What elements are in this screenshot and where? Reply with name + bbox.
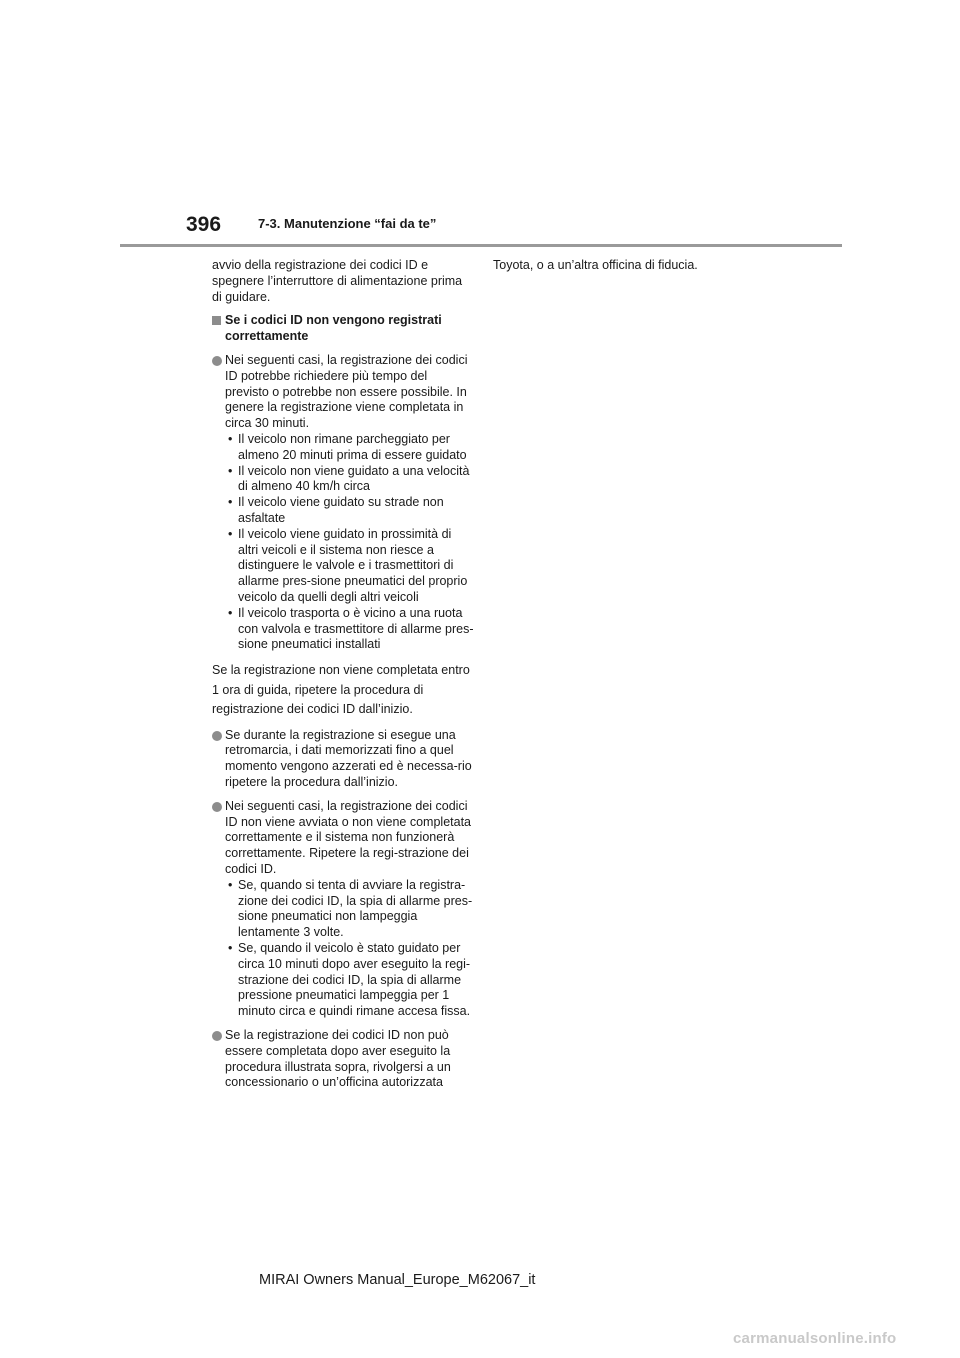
list-item-text: Se durante la registrazione si esegue una retromarcia, i dati memorizzati fino a quel momento vengono azzerati ed è necessa-rio ripetere la procedura dall’inizio. [225, 727, 472, 790]
dot-bullet-icon: • [228, 526, 233, 541]
watermark: carmanualsonline.info [733, 1330, 897, 1347]
sub-bullet [225, 878, 474, 941]
list-item-text: Nei seguenti casi, la registrazione dei codici ID non viene avviata o non viene completata correttamente e il sistema non funzionerà correttamente. Ripetere la regi-strazione dei codici ID. [225, 798, 471, 876]
list-item-2 [212, 728, 474, 791]
list-item-4 [212, 1028, 474, 1091]
page-number: 396 [186, 213, 222, 236]
list-item-3 [212, 799, 474, 1020]
sub-bullet-text: Se, quando il veicolo è stato guidato per circa 10 minuti dopo aver eseguito la regi-strazione dei codici ID, la spia di allarme pressione pneumatici lampeggia per 1 minuto circa e quindi rimane accesa fissa. [238, 940, 471, 1019]
sub-bullet-text: Il veicolo non viene guidato a una velocità di almeno 40 km/h circa [238, 463, 470, 494]
list-item-1 [212, 353, 474, 653]
continuation-text: Toyota, o a un’altra officina di fiducia. [493, 258, 698, 272]
circle-bullet-icon [212, 356, 222, 366]
sub-bullet-text: Il veicolo trasporta o è vicino a una ruota con valvola e trasmettitore di allarme pres-sione pneumatici installati [238, 605, 474, 652]
circle-bullet-icon [212, 802, 222, 812]
circle-bullet-icon [212, 731, 222, 741]
dot-bullet-icon: • [228, 495, 233, 510]
right-column [493, 258, 753, 274]
left-column [212, 258, 474, 1099]
dot-bullet-icon: • [228, 431, 233, 446]
dot-bullet-icon: • [228, 940, 233, 955]
sub-bullet [225, 527, 474, 606]
list-item-text: Se la registrazione dei codici ID non può essere completata dopo aver eseguito la procedura illustrata sopra, rivolgersi a un concessionario o un’officina autorizzata [225, 1027, 451, 1090]
sub-bullet [225, 495, 474, 527]
footer-manual-name: MIRAI Owners Manual_Europe_M62067_it [259, 1272, 536, 1288]
circle-bullet-icon [212, 1031, 222, 1041]
intro-paragraph: avvio della registrazione dei codici ID e spegnere l’interruttore di alimentazione prima di guidare. [212, 258, 463, 304]
sub-bullet [225, 606, 474, 653]
section-title: 7-3. Manutenzione “fai da te” [258, 216, 437, 231]
header-divider [120, 244, 842, 247]
sub-bullet [225, 464, 474, 496]
dot-bullet-icon: • [228, 463, 233, 478]
sub-bullet-text: Il veicolo viene guidato su strade non asfaltate [238, 495, 444, 525]
list-item-text: Nei seguenti casi, la registrazione dei codici ID potrebbe richiedere più tempo del previsto o potrebbe non essere possibile. In genere la registrazione viene completata in circa 30 minuti. [225, 352, 468, 431]
square-bullet-icon [212, 316, 221, 325]
dot-bullet-icon: • [228, 605, 233, 620]
heading-text: Se i codici ID non vengono registrati correttamente [225, 313, 442, 344]
section-heading [212, 313, 474, 345]
sub-bullet [225, 432, 474, 464]
sub-bullet-text: Se, quando si tenta di avviare la registra-zione dei codici ID, la spia di allarme pres-sione pneumatici non lampeggia lentamente 3 volte. [238, 877, 473, 940]
sub-bullet-text: Il veicolo viene guidato in prossimità di altri veicoli e il sistema non riesce a distinguere le valvole e i trasmettitori di allarme pres-sione pneumatici del proprio veicolo da quelli degli altri veicoli [238, 526, 468, 604]
plain-paragraph: Se la registrazione non viene completata entro 1 ora di guida, ripetere la procedura di registrazione dei codici ID dall’inizio. [212, 663, 470, 717]
dot-bullet-icon: • [228, 877, 233, 892]
sub-bullet [225, 941, 474, 1020]
sub-bullet-text: Il veicolo non rimane parcheggiato per almeno 20 minuti prima di essere guidato [238, 431, 467, 462]
